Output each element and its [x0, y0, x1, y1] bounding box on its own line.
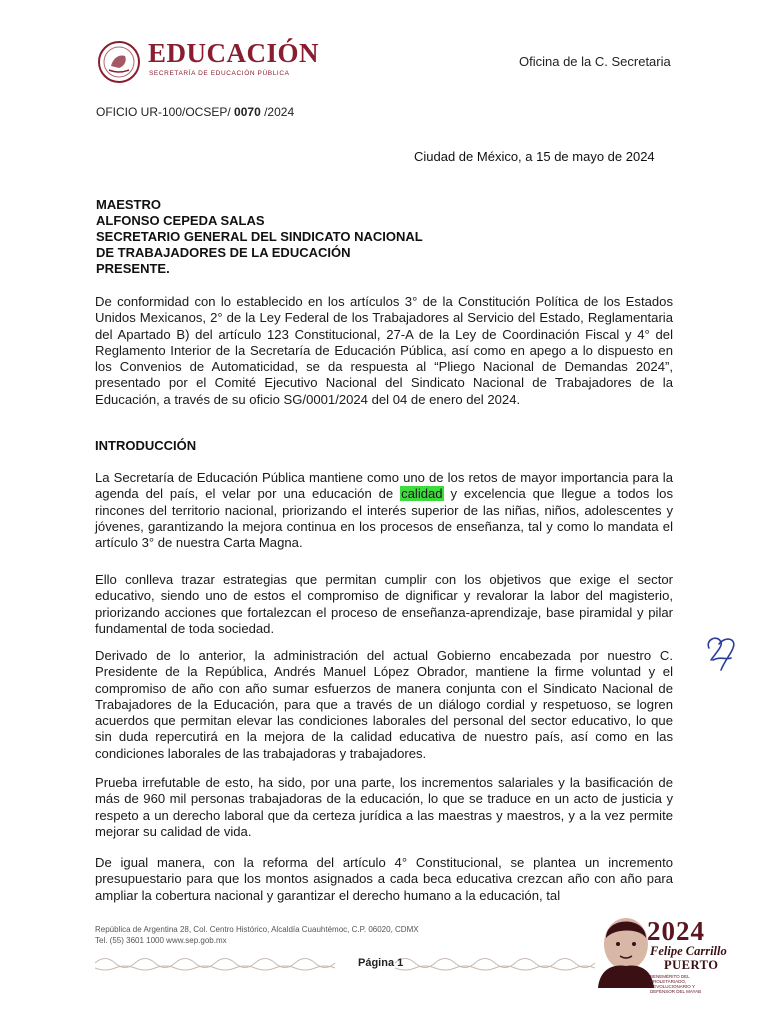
paragraph-evidence: Prueba irrefutable de esto, ha sido, por una parte, los incrementos salariales y la basificación de más de 960 mil personas trabajadoras de la educación, lo que se traduce en un acto de justicia y respeto a un derecho laboral que da certeza jurídica a las maestras y maestros, y a la vez permite mejorar su calidad de vida.	[95, 775, 673, 839]
addressee-line: MAESTRO	[96, 197, 161, 212]
section-heading: INTRODUCCIÓN	[95, 438, 197, 453]
paragraph-government: Derivado de lo anterior, la administración del actual Gobierno encabezada por nuestro C. Presidente de la República, Andrés Manuel López Obrador, mantiene la firme voluntad y el compromiso de año con año sumar esfuerzos de manera conjunta con el Sindicato Nacional de Trabajadores de la Educación, para que a través de un diálogo cordial y respetuoso, se logren acuerdos que permitan elevar las condiciones laborales del personal del sector educativo, lo que sin duda repercutirá en la mejora de la calidad educativa de nuestro país, así como en las condiciones laborales de las trabajadoras y trabajadores.	[95, 648, 673, 761]
handwritten-initials	[703, 630, 743, 672]
decorative-pattern-band	[95, 952, 595, 974]
addressee-line: ALFONSO CEPEDA SALAS	[96, 213, 265, 228]
letter-date: Ciudad de México, a 15 de mayo de 2024	[414, 149, 655, 164]
addressee-line: PRESENTE.	[96, 261, 170, 276]
anniversary-caption: BENEMÉRITO DEL PROLETARIADO, REVOLUCIONARIO Y DEFENSOR DEL MAYAB	[650, 974, 702, 994]
anniversary-name: Felipe Carrillo	[650, 944, 727, 958]
logo-subtitle: SECRETARÍA DE EDUCACIÓN PÚBLICA	[149, 70, 290, 77]
footer-address-line: República de Argentina 28, Col. Centro Histórico, Alcaldía Cuauhtémoc, C.P. 06020, CDMX	[95, 925, 419, 934]
coat-of-arms-logo	[97, 40, 141, 84]
oficio-prefix: OFICIO UR-100/OCSEP/	[96, 105, 231, 119]
paragraph-reform: De igual manera, con la reforma del artículo 4° Constitucional, se plantea un incremento presupuestario para que los montos asignados a cada beca educativa crezcan año con año para ampliar la cobertura nacional y garantizar el derecho humano a la educación, tal	[95, 855, 673, 903]
office-label: Oficina de la C. Secretaria	[519, 54, 671, 69]
oficio-reference	[96, 105, 294, 119]
page-number: Página 1	[358, 957, 404, 969]
addressee-line: SECRETARIO GENERAL DEL SINDICATO NACIONAL	[96, 229, 423, 244]
footer-address	[95, 924, 419, 946]
paragraph-text: y excelencia que llegue a todos los rincones del territorio nacional, priorizando el interés superior de las niñas, niños, adolescentes y jóvenes, garantizando la mejora continua en los procesos de enseñanza, tal y como lo mandata el artículo 3° de nuestra Carta Magna.	[95, 486, 673, 551]
anniversary-surname: PUERTO	[664, 958, 719, 972]
oficio-year: /2024	[264, 105, 295, 119]
addressee-line: DE TRABAJADORES DE LA EDUCACIÓN	[96, 245, 351, 260]
paragraph-text: La Secretaría de Educación Pública mantiene como uno de los retos de mayor importancia para la agenda del país, el velar por una educación de	[95, 470, 673, 502]
paragraph-introduction	[95, 470, 673, 551]
paragraph-legal-basis: De conformidad con lo establecido en los artículos 3° de la Constitución Política de los Estados Unidos Mexicanos, 2° de la Ley Federal de los Trabajadores al Servicio del Estado, Reglamentaria del Apartado B) del artículo 123 Constitucional, 27-A de la Ley de Coordinación Fiscal y 4° del Reglamento Interior de la Secretaría de Educación Pública, así como en apego a lo dispuesto en los Convenios de Automaticidad, se da respuesta al “Pliego Nacional de Demandas 2024”, presentado por el Comité Ejecutivo Nacional del Sindicato Nacional de Trabajadores de la Educación, a través de su oficio SG/0001/2024 del 04 de enero del 2024.	[95, 294, 673, 407]
highlighted-word: calidad	[401, 486, 443, 502]
oficio-number: 0070	[234, 105, 261, 119]
addressee-block	[96, 197, 423, 277]
anniversary-year: 2024	[647, 916, 705, 946]
footer-contact-line: Tel. (55) 3601 1000 www.sep.gob.mx	[95, 936, 227, 945]
logo-title: EDUCACIÓN	[148, 38, 320, 68]
paragraph-strategies: Ello conlleva trazar estrategias que permitan cumplir con los objetivos que exige el sector educativo, siendo uno de estos el compromiso de dignificar y revalorar la labor del magisterio, priorizando acciones que fortalezcan el proceso de enseñanza-aprendizaje, base piramidal y pilar fundamental de toda sociedad.	[95, 572, 673, 636]
